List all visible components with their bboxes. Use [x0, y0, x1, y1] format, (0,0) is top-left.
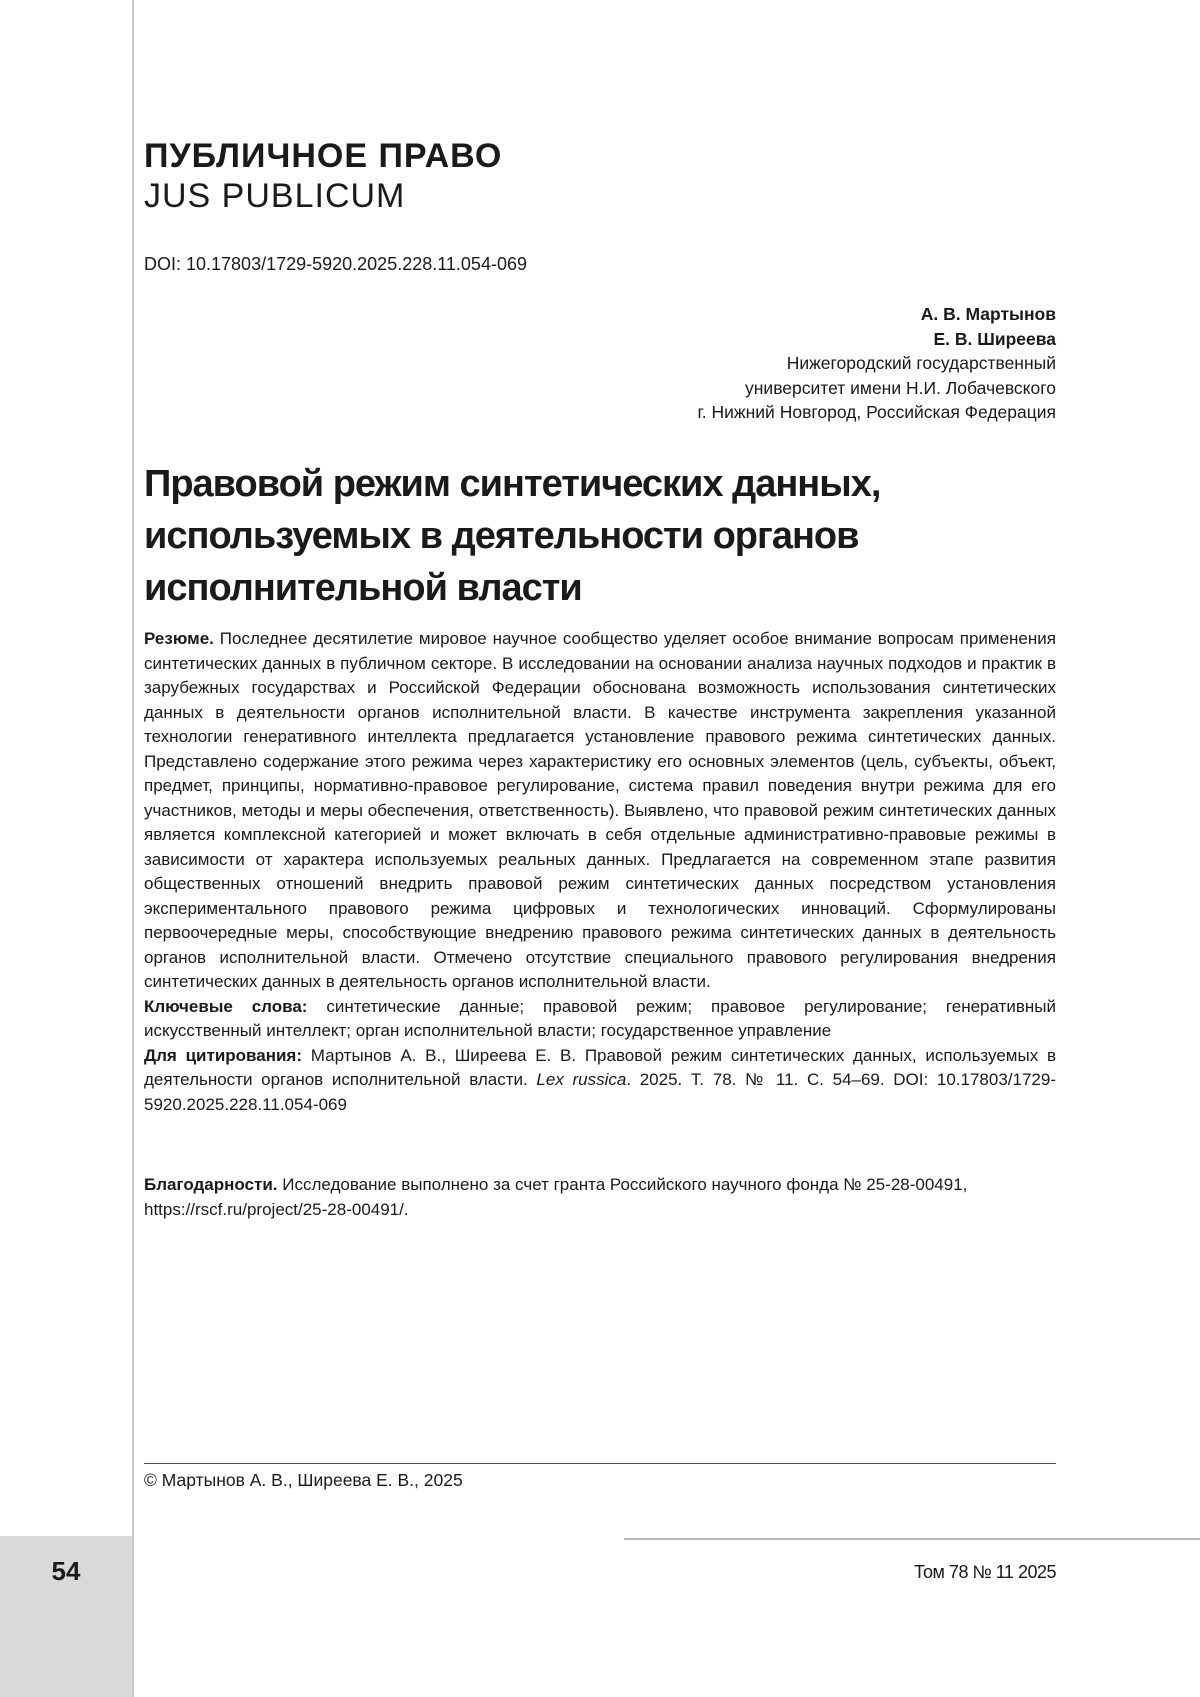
- title-line: исполнительной власти: [144, 567, 582, 609]
- doi[interactable]: DOI: 10.17803/1729-5920.2025.228.11.054-069: [144, 254, 527, 274]
- citation: [144, 1044, 1056, 1118]
- keywords: [144, 995, 1056, 1044]
- footer-divider: [624, 1538, 1200, 1540]
- keywords-text: синтетические данные; правовой режим; правовое регулирование; генеративный искусственный интеллект; орган исполнительной власти; государственное управление: [144, 996, 1056, 1040]
- citation-text: Мартынов А. В., Ширеева Е. В. Правовой режим синтетических данных, используемых в деятельности органов исполнительной власти.: [144, 1045, 1056, 1089]
- keywords-label: Ключевые слова:: [144, 996, 308, 1016]
- journal-volume: Том 78 № 11 2025: [913, 1562, 1056, 1582]
- section-heading: [144, 136, 502, 216]
- acknowledgements-label: Благодарности.: [144, 1175, 278, 1194]
- citation-journal: Lex russica: [536, 1070, 627, 1089]
- citation-text-end: . 2025. Т. 78. № 11. С. 54–69. DOI: 10.17803/1729-5920.2025.228.11.054-069: [144, 1070, 1056, 1114]
- acknowledgements: [144, 1173, 1056, 1222]
- abstract: [144, 627, 1056, 995]
- page-number: 54: [51, 1556, 81, 1586]
- acknowledgements-text: Исследование выполнено за счет гранта Российского научного фонда № 25-28-00491, https://rscf.ru/project/25-28-00491/.: [144, 1175, 968, 1219]
- left-margin-rule: [132, 0, 134, 1697]
- affiliation-line: университет имени Н.И. Лобачевского: [745, 377, 1056, 398]
- author-name: Е. В. Ширеева: [933, 328, 1056, 349]
- section-title-latin: JUS PUBLICUM: [144, 177, 406, 215]
- author-name: А. В. Мартынов: [920, 304, 1056, 324]
- abstract-text: Последнее десятилетие мировое научное сообщество уделяет особое внимание вопросам применения синтетических данных в публичном секторе. В исследовании на основании анализа научных подходов и практик в зарубежных государствах и Российской Федерации обоснована возможность использования синтетических данных в деятельности органов исполнительной власти. В качестве инструмента закрепления указанной технологии генеративного интеллекта предлагается установление правового режима синтетических данных. Представлено содержание этого режима через характеристику его основных элементов (цель, субъекты, объект, предмет, принципы, нормативно-правовое регулирование, система правил поведения внутри режима для его участников, методы и меры обеспечения, ответственность). Выявлено, что правовой режим синтетических данных является комплексной категорией и может включать в себя отдельные административно-правовые режимы в зависимости от характера используемых реальных данных. Предлагается на современном этапе развития общественных отношений внедрить правовой режим синтетических данных посредством установления экспериментального правового режима цифровых и технологических инноваций. Сформулированы первоочередные меры, способствующие внедрению правового режима синтетических данных в деятельность органов исполнительной власти. Отмечено отсутствие специального правового регулирования внедрения синтетических данных в деятельность органов исполнительной власти.: [144, 629, 1056, 991]
- author-block: [456, 302, 1056, 425]
- title-line: используемых в деятельности органов: [144, 515, 859, 557]
- section-title-ru: ПУБЛИЧНОЕ ПРАВО: [144, 137, 503, 175]
- copyright: © Мартынов А. В., Ширеева Е. В., 2025: [144, 1470, 463, 1490]
- affiliation-line: г. Нижний Новгород, Российская Федерация: [697, 402, 1056, 422]
- citation-label: Для цитирования:: [144, 1045, 303, 1065]
- abstract-block: [144, 627, 1056, 1117]
- affiliation-line: Нижегородский государственный: [786, 353, 1056, 373]
- title-line: Правовой режим синтетических данных,: [144, 463, 881, 505]
- article-title: [144, 458, 1044, 614]
- copyright-divider: [144, 1463, 1056, 1464]
- abstract-label: Резюме.: [144, 629, 214, 648]
